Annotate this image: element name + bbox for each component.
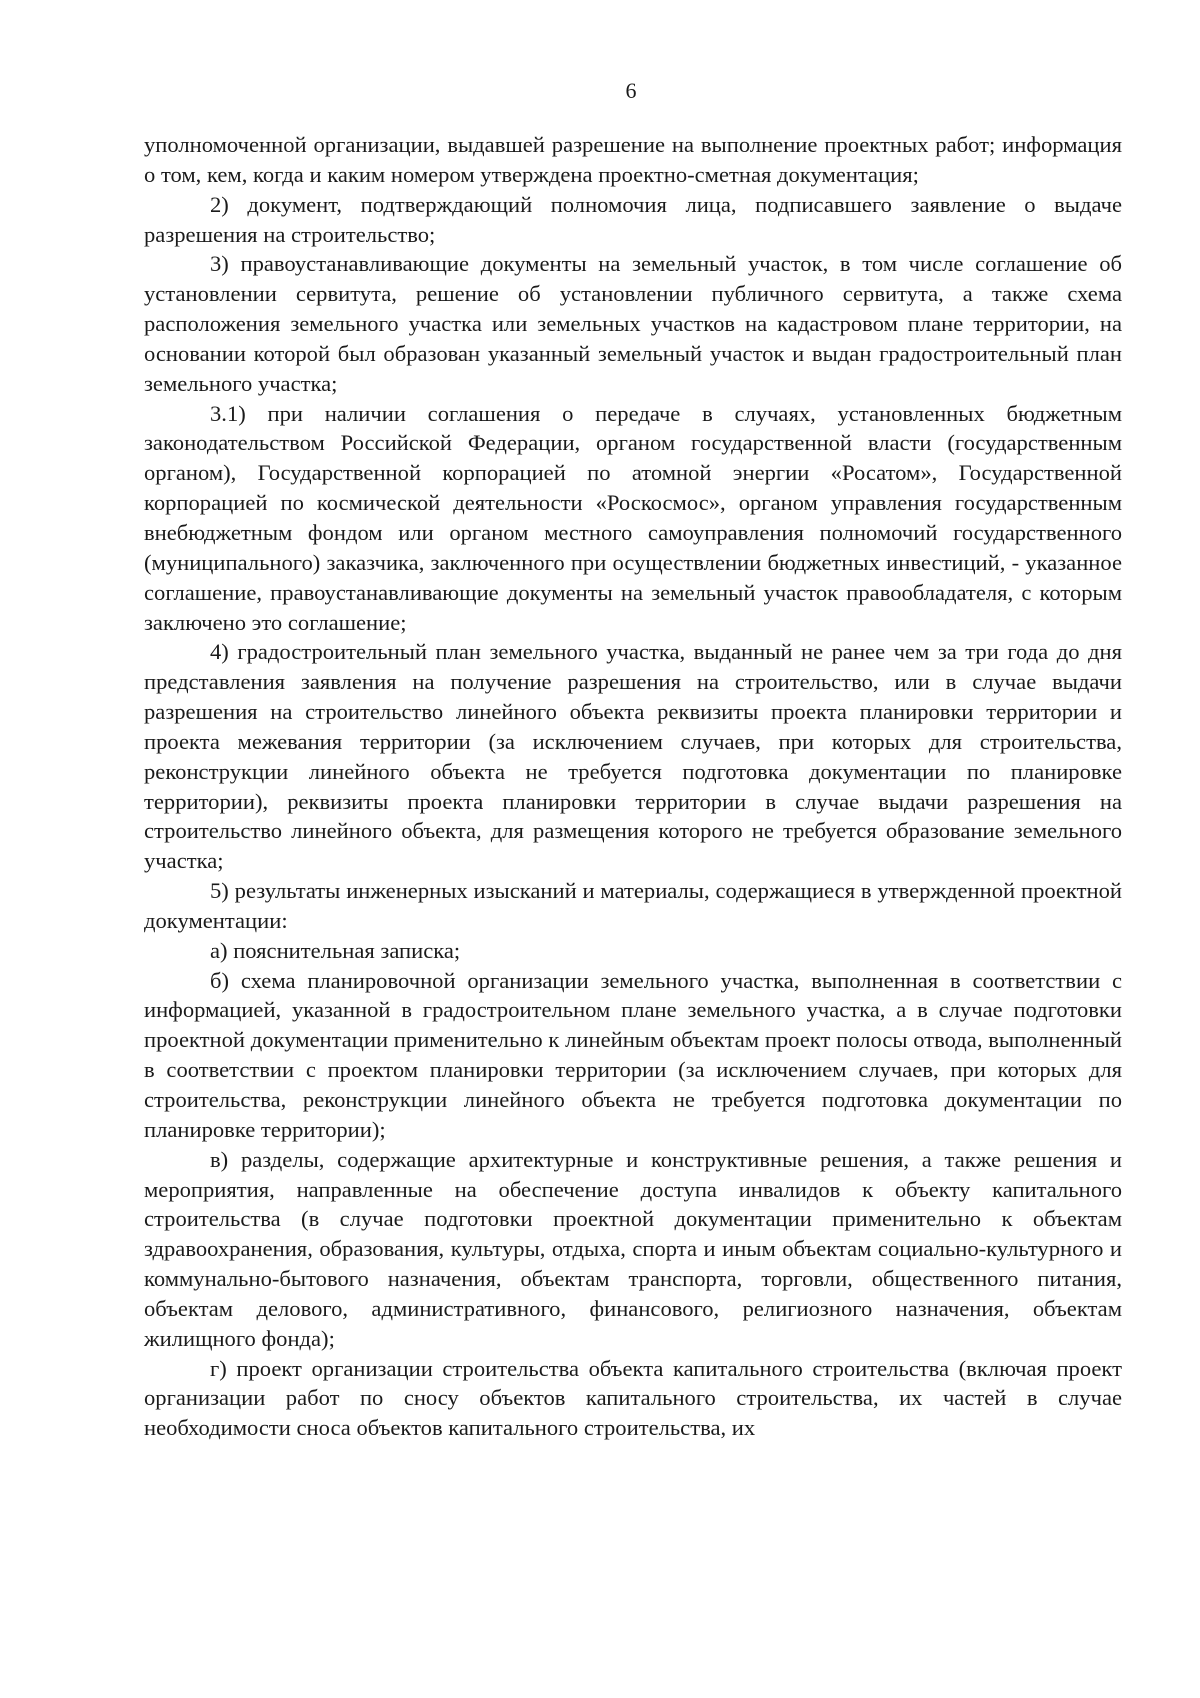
paragraph-subitem-v: в) разделы, содержащие архитектурные и конструктивные решения, а также решения и мероприятия, направленные на обеспечение доступа инвалидов к объекту капитального строительства (в случае подготовки проектной документации применительно к объектам здравоохранения, образования, культуры, отдыха, спорта и иным объектам социально-культурного и коммунально-бытового назначения, объектам транспорта, торговли, общественного питания, объектам делового, административного, финансового, религиозного назначения, объектам жилищного фонда); [144,1146,1122,1351]
paragraph: уполномоченной организации, выдавшей разрешение на выполнение проектных работ; информация о том, кем, когда и каким номером утверждена проектно-сметная документация; [144,132,1122,187]
paragraph-subitem-a: а) пояснительная записка; [210,937,461,963]
paragraph-subitem-b: б) схема планировочной организации земельного участка, выполненная в соответствии с информацией, указанной в градостроительном плане земельного участка, а в случае подготовки проектной документации применительно к линейным объектам проект полосы отвода, выполненный в соответствии с проектом планировки территории (за исключением случаев, при которых для строительства, реконструкции линейного объекта не требуется подготовка документации по планировке территории); [144,967,1122,1142]
paragraph-item-5: 5) результаты инженерных изысканий и материалы, содержащиеся в утвержденной проектной документации: [144,878,1122,933]
paragraph-item-3-1: 3.1) при наличии соглашения о передаче в случаях, установленных бюджетным законодательством Российской Федерации, органом государственной власти (государственным органом), Государственной корпорацией по атомной энергии «Росатом», Государственной корпорацией по космической деятельности «Роскосмос», органом управления государственным внебюджетным фондом или органом местного самоуправления полномочий государственного (муниципального) заказчика, заключенного при осуществлении бюджетных инвестиций, - указанное соглашение, правоустанавливающие документы на земельный участок правообладателя, с которым заключено это соглашение; [144,400,1122,635]
paragraph-subitem-g: г) проект организации строительства объекта капитального строительства (включая проект организации работ по сносу объектов капитального строительства, их частей в случае необходимости сноса объектов капитального строительства, их [144,1355,1122,1441]
document-body [144,130,1122,1443]
paragraph-item-3: 3) правоустанавливающие документы на земельный участок, в том числе соглашение об установлении сервитута, решение об установлении публичного сервитута, а также схема расположения земельного участка или земельных участков на кадастровом плане территории, на основании которой был образован указанный земельный участок и выдан градостроительный план земельного участка; [144,251,1122,396]
paragraph-item-4: 4) градостроительный план земельного участка, выданный не ранее чем за три года до дня представления заявления на получение разрешения на строительство, или в случае выдачи разрешения на строительство линейного объекта реквизиты проекта планировки территории и проекта межевания территории (за исключением случаев, при которых для строительства, реконструкции линейного объекта не требуется подготовка документации по планировке территории), реквизиты проекта планировки территории в случае выдачи разрешения на строительство линейного объекта, для размещения которого не требуется образование земельного участка; [144,639,1122,874]
paragraph-item-2: 2) документ, подтверждающий полномочия лица, подписавшего заявление о выдаче разрешения на строительство; [144,191,1122,247]
page-number: 6 [625,78,637,103]
